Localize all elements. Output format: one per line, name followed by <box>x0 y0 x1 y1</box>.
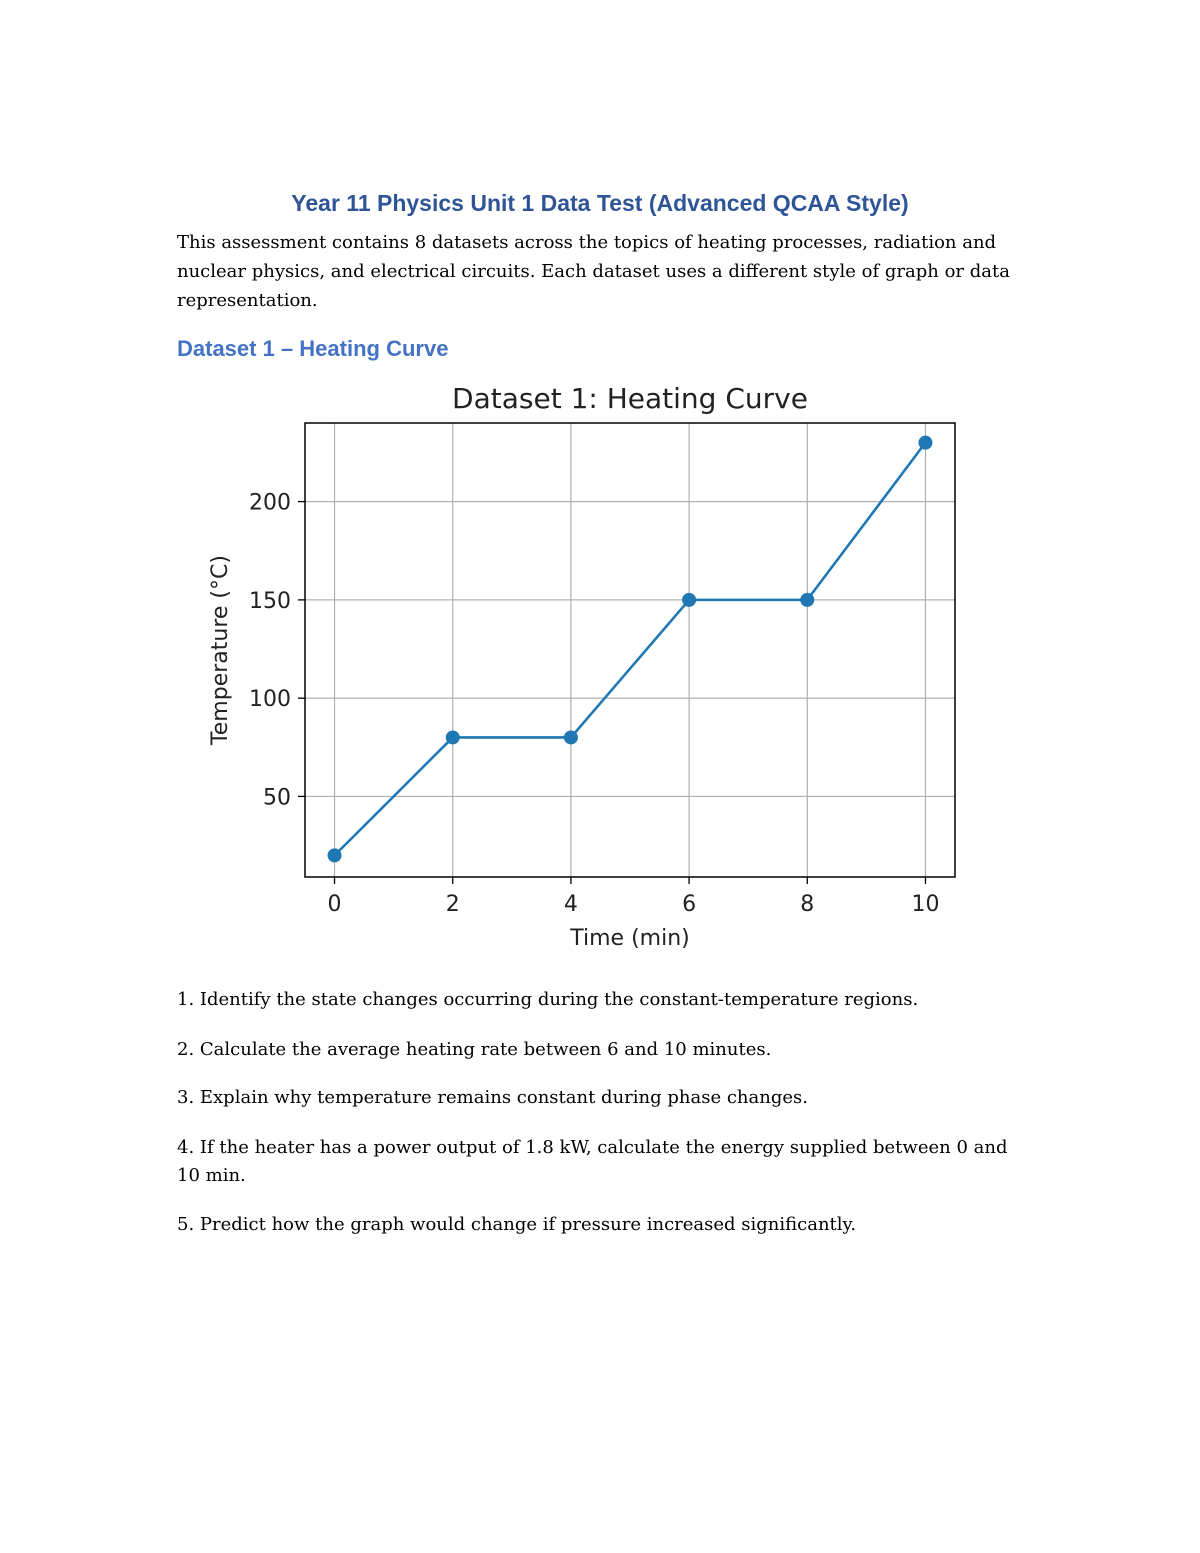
question-4: 4. If the heater has a power output of 1.8 kW, calculate the energy supplied between 0 and 10 min. <box>177 1137 1008 1186</box>
chart-title: Dataset 1: Heating Curve <box>452 382 808 415</box>
x-tick-label: 6 <box>682 892 697 917</box>
data-point <box>800 593 814 607</box>
data-point <box>682 593 696 607</box>
y-tick-label: 50 <box>263 785 291 811</box>
x-tick-label: 0 <box>327 892 342 917</box>
x-tick-label: 2 <box>445 892 460 917</box>
data-point <box>564 730 578 744</box>
y-tick-label: 200 <box>249 490 291 516</box>
series-line <box>335 443 926 856</box>
x-tick-label: 8 <box>800 892 815 917</box>
document-title: Year 11 Physics Unit 1 Data Test (Advanced QCAA Style) <box>291 190 909 216</box>
y-axis-label: Temperature (°C) <box>208 555 233 745</box>
question-3: 3. Explain why temperature remains constant during phase changes. <box>177 1087 808 1108</box>
data-point <box>328 848 342 862</box>
x-axis-label: Time (min) <box>570 926 690 951</box>
x-tick-label: 4 <box>563 892 578 917</box>
y-tick-label: 100 <box>249 687 291 713</box>
y-tick-label: 150 <box>249 588 291 614</box>
x-tick-label: 10 <box>911 892 940 917</box>
intro-paragraph: This assessment contains 8 datasets across the topics of heating processes, radiation and nuclear physics, and electrical circuits. Each dataset uses a different style of graph or data representation. <box>177 232 1010 311</box>
data-point <box>918 436 932 450</box>
question-1: 1. Identify the state changes occurring during the constant-temperature regions. <box>177 989 919 1010</box>
dataset-heading: Dataset 1 – Heating Curve <box>177 336 449 361</box>
heating-curve-chart <box>195 375 975 955</box>
plot-frame <box>305 423 955 877</box>
question-2: 2. Calculate the average heating rate between 6 and 10 minutes. <box>177 1039 772 1060</box>
question-5: 5. Predict how the graph would change if pressure increased significantly. <box>177 1214 857 1235</box>
data-point <box>446 730 460 744</box>
